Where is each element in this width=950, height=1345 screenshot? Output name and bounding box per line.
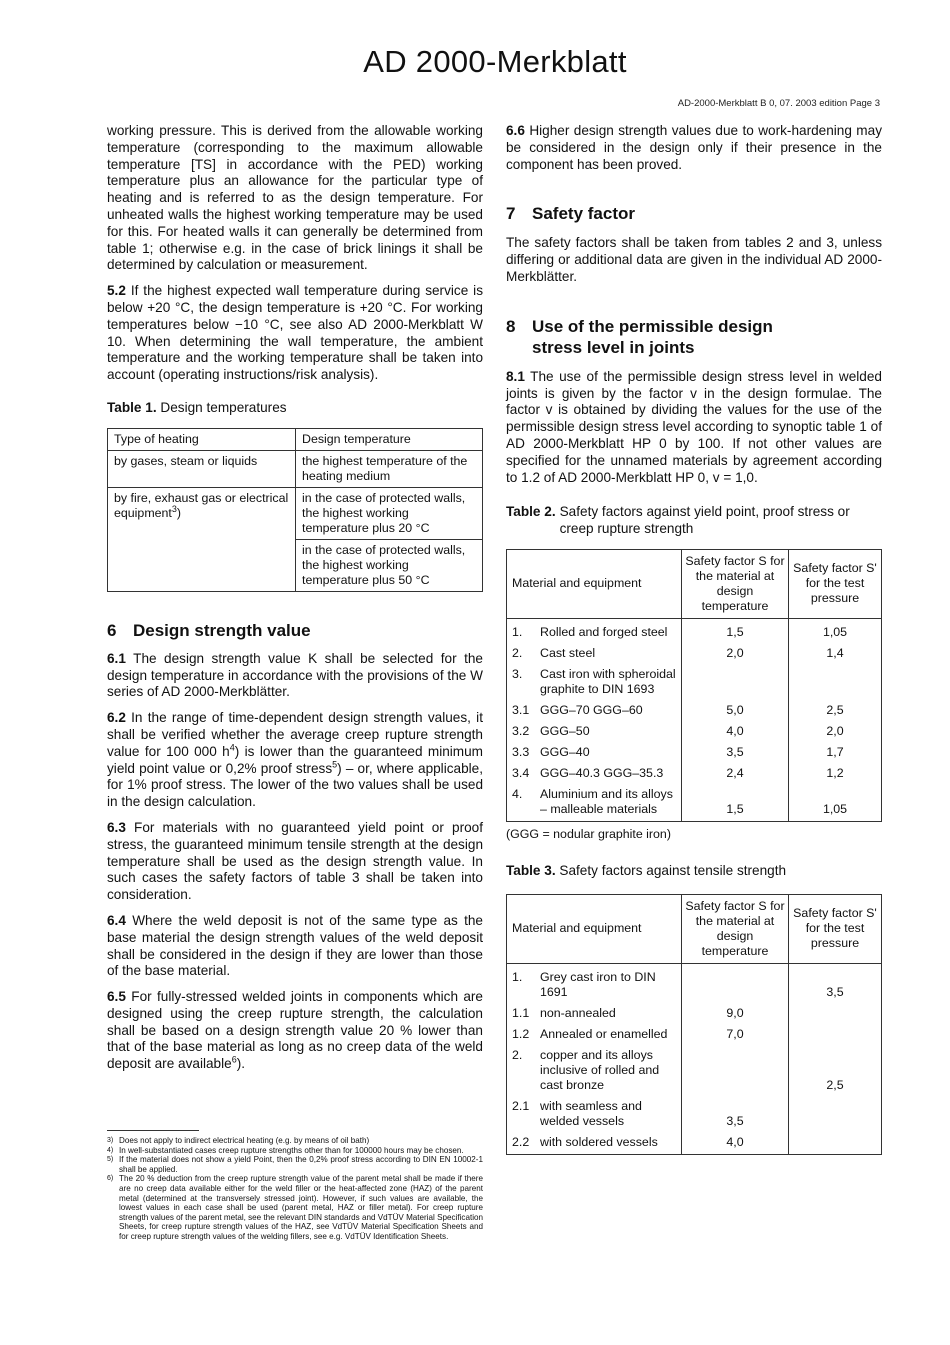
s-value [682,1046,789,1097]
sprime-value [789,665,882,701]
s-value: 9,0 [682,1004,789,1025]
right-column [506,123,882,1155]
s-value: 3,5 [682,743,789,764]
row-number: 3.2 [512,723,530,738]
footnote-text: In well-substantiated cases creep rupture strengths other than for 100000 hours may be chosen. [119,1145,464,1155]
section-heading [506,316,796,358]
sprime-value: 1,2 [826,765,844,780]
sprime-value [789,1133,882,1155]
safety-factors-tensile-table [506,894,882,1155]
footnote-mark: 4) [107,1146,114,1154]
column-header: Type of heating [108,428,296,450]
table-header-row [108,428,483,450]
paragraph-text: For materials with no guaranteed yield point or proof stress, the guaranteed minimum tensile strength at the design temperature shall be used as the design strength value. In such cases the safety factors of table 3 shall be taken into consideration. [107,819,483,903]
footnote-mark: 5) [107,1156,114,1164]
table-row [507,1025,882,1046]
material-cell: GGG–40.3 GGG–35.3 [537,764,682,785]
row-number: 2. [512,1047,523,1062]
section-title: Use of the permissible design stress level in joints [532,316,773,357]
section-number: 6.3 [107,819,126,835]
edition-line: AD-2000-Merkblatt B 0, 07. 2003 edition Page 3 [677,98,880,109]
table-row [507,968,882,1004]
paragraph-5-2 [107,283,483,384]
sprime-value: 3,5 [826,984,844,999]
row-number: 2. [512,645,523,660]
footnote-mark: 6) [107,1175,114,1183]
table-cell: the highest temperature of the heating medium [296,450,483,487]
row-number: 3.1 [512,702,530,717]
material-cell: Aluminium and its alloys – malleable materials [537,785,682,822]
table-header-row [507,894,882,963]
section-title: Design strength value [133,620,311,640]
row-number: 3.3 [512,744,530,759]
sprime-value: 2,5 [826,1077,844,1092]
material-cell: Cast iron with spheroidal graphite to DIN 1693 [537,665,682,701]
material-cell: non-annealed [537,1004,682,1025]
s-value: 4,0 [682,722,789,743]
footnotes [107,1130,483,1242]
section-heading [107,620,483,641]
paragraph-text: Higher design strength values due to work-hardening may be considered in the design only if their presence in the component has been proved. [506,123,882,172]
row-number: 2.1 [512,1098,530,1113]
table-row [507,722,882,743]
table-cell: in the case of protected walls, the highest working temperature plus 20 °C [296,487,483,539]
paragraph-text: The design strength value K shall be selected for the design temperature in accordance with the provisions of the W series of AD 2000-Merkblätter. [107,650,483,700]
table-row [507,644,882,665]
section-number: 8.1 [506,368,525,384]
paragraph-text: In the range of time-dependent design strength values, it shall be verified whether the average creep rupture strength value for 100 000 h [107,710,483,759]
table-row [507,1004,882,1025]
s-value: 1,5 [682,623,789,644]
s-value: 4,0 [682,1133,789,1155]
footnote [107,1155,483,1174]
paragraph-6-5 [107,989,483,1073]
paragraph-6-1 [107,651,483,701]
footnote-ref: 3 [171,503,177,514]
table-row [507,1097,882,1133]
section-number: 6.6 [506,123,525,138]
row-number: 1.2 [512,1026,530,1041]
table1-caption [107,400,483,417]
table-row [507,764,882,785]
table-header-row [507,549,882,618]
material-cell: GGG–40 [537,743,682,764]
paragraph-text: ) is lower than the guaranteed minimum yield point value or 0,2% proof stress [107,743,484,776]
paragraph-6-2 [107,710,483,811]
s-value: 1,5 [682,785,789,822]
paragraph-text: ) – or, where applicable, for 1% proof stress. The lower of the two values shall be used in the design calculation. [107,760,483,810]
section-number: 5.2 [107,283,126,299]
paragraph-text: For fully-stressed welded joints in components which are designed using the creep rupture strength, the calculation shall be based on a design strength value 20 % lower than that of the base material as long as no creep data of the weld deposit are available [107,989,483,1072]
sprime-value: 1,05 [822,624,848,639]
sprime-value: 2,5 [826,702,844,717]
row-number: 1.1 [512,1005,530,1020]
paragraph-text: If the highest expected wall temperature during service is below +20 °C, the design temperature is +20 °C. For working temperatures below −10 °C, see also AD 2000-Merkblatt W 10. When determining the wall temperature, the ambient temperature and the working temperature shall be taken into account (operating instructions/risk analysis). [107,283,483,383]
footnote-text: The 20 % deduction from the creep rupture strength value of the parent metal shall be made if there are no creep data available either for the weld filler or the heat-affected zone (HAZ) of the parent metal (determined at the transversely stressed joint). However, if such values are available, the lowest values in each case shall be used (parent metal, HAZ or filler metal). For creep rupture strength values of the parent metal, see the relevant DIN standards and VdTÜV Material Specification Sheets, for creep rupture strength values of the HAZ, see VdTÜV Material Specification Sheets and for creep rupture strength values of the welding fillers, see e.g. VdTÜV Identification Sheets. [119,1174,483,1241]
table3-caption [506,863,882,880]
caption-label: Table 3. [506,862,556,878]
safety-factors-yield-table [506,549,882,822]
table-row [507,623,882,644]
paragraph-text: The use of the permissible design stress level in welded joints is given by the factor v in the design formulae. The factor v is obtained by dividing the values for the use of the permissible design stress level according to synoptic table 1 of AD 2000-Merkblatt HP 0 by 100. If not other values are specified for the unnamed materials by agreement according to 1.2 of AD 2000-Merkblatt HP 0, v = 1,0. [506,368,882,485]
footnote-ref: 5 [332,759,338,769]
table-row [507,743,882,764]
section-number: 6 [107,620,117,640]
paragraph-continued: working pressure. This is derived from the allowable working temperature (corresponding to the maximum allowable temperature [TS] in accordance with the PED) working temperature plus an allowance for the particular type of heating and is referred to as the design temperature. For unheated walls the highest working temperature may be used for this. For heated walls it can generally be determined from table 1; otherwise e.g. in the case of brick linings it shall be determined by calculation or measurement. [107,123,483,273]
row-number: 3. [512,666,523,681]
material-cell: Rolled and forged steel [537,623,682,644]
s-value: 3,5 [682,1097,789,1133]
s-value: 5,0 [682,701,789,722]
cell-text: by fire, exhaust gas or electrical equipment [114,490,289,520]
left-column [107,123,483,1082]
paragraph-8-1 [506,369,882,487]
footnote-ref: 6 [231,1054,237,1065]
table-row [507,1133,882,1155]
material-cell: Annealed or enamelled [537,1025,682,1046]
column-header: Safety factor S for the material at design temperature [682,549,789,618]
sprime-value: 1,4 [826,645,844,660]
caption-label: Table 2. [506,504,556,520]
row-number: 1. [512,969,523,984]
table-row [507,701,882,722]
paragraph-6-4 [107,913,483,980]
table-row [507,1046,882,1097]
table-row [507,785,882,822]
sprime-value: 1,7 [826,744,844,759]
table-cell: by gases, steam or liquids [108,450,296,487]
row-number: 2.2 [512,1134,530,1149]
caption-label: Table 1. [107,399,157,415]
table-cell: by fire, exhaust gas or electrical equipment$^3$) [108,487,296,591]
section-number: 8 [506,316,516,336]
section-number: 6.5 [107,989,126,1005]
material-cell: GGG–50 [537,722,682,743]
s-value: 2,0 [682,644,789,665]
row-number: 1. [512,624,523,639]
table-row [507,665,882,701]
column-header: Safety factor S for the material at design temperature [682,894,789,963]
caption-text: Safety factors against yield point, proof stress or creep rupture strength [559,504,850,537]
section-number: 6.1 [107,650,126,666]
paragraph-7: The safety factors shall be taken from tables 2 and 3, unless differing or additional data are given in the individual AD 2000-Merkblätter. [506,235,882,284]
footnote [107,1136,483,1146]
s-value [682,968,789,1004]
paragraph-text: Where the weld deposit is not of the same type as the base material the design strength values of the weld deposit shall be considered in the design if they are lower than those of the base material. [107,912,483,979]
sprime-value: 2,0 [826,723,844,738]
paragraph-text: ). [236,1056,246,1072]
material-cell: copper and its alloys inclusive of rolled and cast bronze [537,1046,682,1097]
section-number: 6.4 [107,912,126,928]
footnote [107,1174,483,1241]
material-cell: GGG–70 GGG–60 [537,701,682,722]
design-temperatures-table [107,428,483,592]
footnote [107,1146,483,1156]
table-row [108,450,483,487]
column-header: Material and equipment [507,894,682,963]
caption-text: Safety factors against tensile strength [559,862,787,878]
table-note: (GGG = nodular graphite iron) [506,826,671,841]
section-number: 6.2 [107,710,126,726]
column-header: Safety factor S' for the test pressure [789,894,882,963]
sprime-value [789,1025,882,1046]
row-number: 3.4 [512,765,530,780]
s-value [682,665,789,701]
paragraph-6-6 [506,123,882,173]
footnote-mark: 3) [107,1137,114,1144]
material-cell: with seamless and welded vessels [537,1097,682,1133]
table-row [108,487,483,539]
footnote-divider [107,1130,199,1131]
sprime-value: 1,05 [822,801,848,816]
footnote-text: Does not apply to indirect electrical heating (e.g. by means of oil bath) [119,1136,370,1145]
paragraph-6-3 [107,820,483,904]
s-value: 2,4 [682,764,789,785]
sprime-value [789,1004,882,1025]
section-heading [506,203,882,224]
footnote-text: If the material does not show a yield Point, then the 0,2% proof stress according to DIN EN 10002-1 shall be applied. [119,1155,483,1174]
table2-caption [506,504,882,538]
s-value: 7,0 [682,1025,789,1046]
material-cell: Cast steel [537,644,682,665]
caption-text: Design temperatures [160,399,287,415]
section-number: 7 [506,204,516,224]
footnote-ref: 4 [229,742,235,753]
sprime-value [789,1097,882,1133]
table-cell: in the case of protected walls, the highest working temperature plus 50 °C [296,539,483,591]
column-header: Safety factor S' for the test pressure [789,549,882,618]
column-header: Design temperature [296,428,483,450]
column-header: Material and equipment [507,549,682,618]
row-number: 4. [512,786,523,801]
section-title: Safety factor [532,204,635,224]
material-cell: with soldered vessels [537,1133,682,1155]
page-title: AD 2000-Merkblatt [363,44,627,79]
material-cell: Grey cast iron to DIN 1691 [537,968,682,1004]
